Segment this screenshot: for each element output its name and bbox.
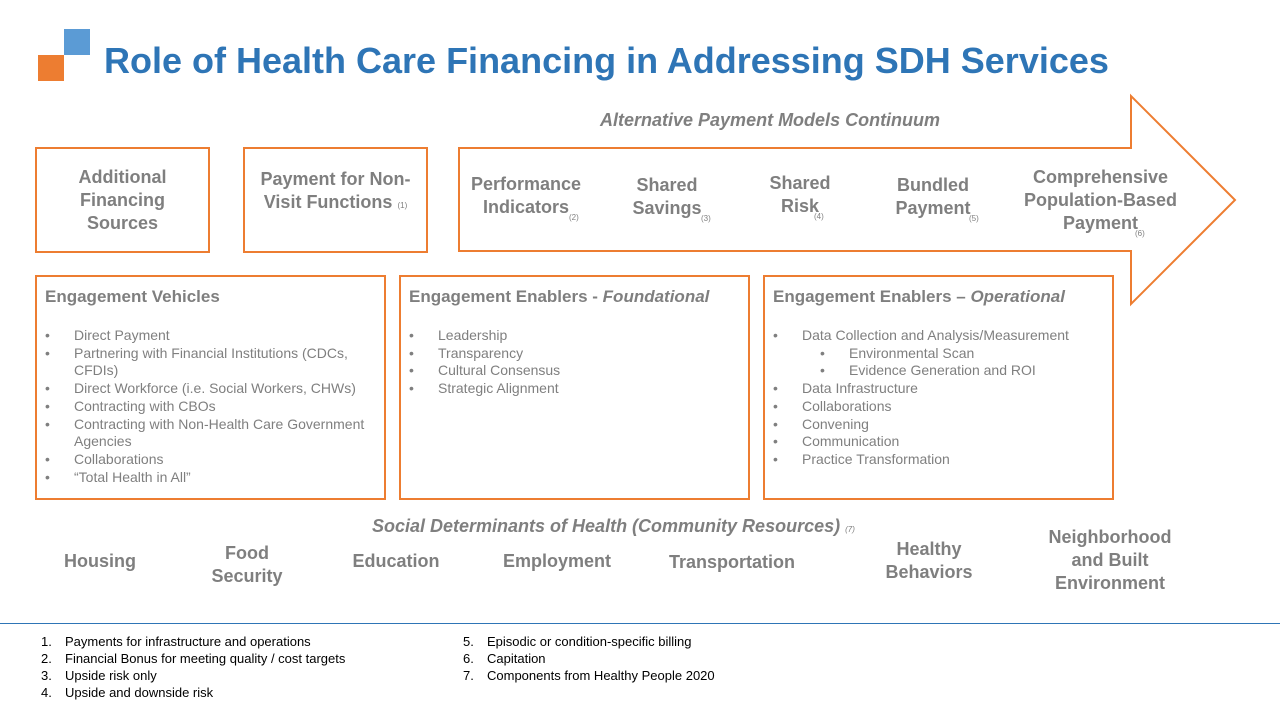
stage-ref: (6) — [1135, 229, 1145, 238]
stage-ref: (4) — [814, 212, 824, 221]
footnote — [41, 667, 157, 684]
apm-continuum-label: Alternative Payment Models Continuum — [600, 110, 941, 130]
footnote — [41, 684, 213, 701]
stage-label: Shared Risk — [769, 173, 831, 216]
sdh-transportation: Transportation — [668, 552, 795, 572]
footnote-text: Upside risk only — [65, 668, 157, 683]
sdh-label-ref: (7) — [845, 525, 855, 534]
stage-bundled-payment — [880, 174, 986, 223]
list-item: • Cultural Consensus — [409, 362, 740, 380]
stage-label: Shared Savings — [632, 175, 702, 218]
list-item: • Contracting with Non-Health Care Government Agencies — [45, 416, 376, 451]
footnote — [463, 667, 715, 684]
stage-label: Performance Indicators — [470, 174, 582, 217]
enablers-operational-title — [773, 287, 1104, 307]
footnote-text: Capitation — [487, 651, 546, 666]
engagement-vehicles-list — [45, 327, 376, 486]
additional-financing-box — [35, 147, 210, 253]
title-main: Engagement Enablers – — [773, 287, 971, 306]
footnote-text: Upside and downside risk — [65, 685, 214, 700]
sdh-neighborhood: Neighborhood and Built Environment — [1048, 527, 1172, 593]
list-item: • Contracting with CBOs — [45, 398, 376, 416]
enablers-operational-box — [763, 275, 1114, 500]
enablers-foundational-title — [409, 287, 740, 307]
engagement-vehicles-title: Engagement Vehicles — [45, 287, 220, 306]
list-item: • Collaborations — [45, 451, 376, 469]
list-item: • Collaborations — [773, 398, 1104, 416]
list-item: • Strategic Alignment — [409, 380, 740, 398]
footnote-text: Financial Bonus for meeting quality / cost targets — [65, 651, 346, 666]
footnote — [463, 650, 546, 667]
list-item: • Convening — [773, 416, 1104, 434]
sdh-food-security: Food Security — [211, 543, 283, 586]
footnote-text: Episodic or condition-specific billing — [487, 634, 692, 649]
footnote-num: 1. — [41, 634, 52, 649]
title-italic: Operational — [970, 287, 1065, 306]
list-item: • “Total Health in All” — [45, 469, 376, 487]
list-item: • Direct Workforce (i.e. Social Workers, CHWs) — [45, 380, 376, 398]
list-item: • Practice Transformation — [773, 451, 1104, 469]
footnote-num: 4. — [41, 685, 52, 700]
sdh-label-text: Social Determinants of Health (Community Resources) — [372, 516, 841, 536]
payment-nonvisit-label: Payment for Non-Visit Functions — [260, 169, 411, 212]
stage-ref: (3) — [701, 214, 711, 223]
payment-nonvisit-text — [253, 168, 418, 217]
page-title: Role of Health Care Financing in Addressing SDH Services — [104, 40, 1109, 81]
stage-label: Bundled Payment — [895, 175, 971, 218]
footnote — [463, 633, 692, 650]
list-item: • Transparency — [409, 345, 740, 363]
footnote-num: 3. — [41, 668, 52, 683]
stage-label: Comprehensive Population-Based Payment — [1023, 167, 1177, 233]
payment-nonvisit-box — [243, 147, 428, 253]
enablers-foundational-list — [409, 327, 740, 398]
stage-shared-savings — [617, 174, 717, 223]
stage-comprehensive-payment — [1018, 166, 1183, 238]
enablers-foundational-box — [399, 275, 750, 500]
footnote-num: 5. — [463, 634, 474, 649]
enablers-operational-list — [773, 327, 1104, 469]
sdh-housing: Housing — [64, 551, 136, 571]
list-item: • Evidence Generation and ROI — [773, 362, 1104, 380]
sdh-label — [372, 516, 855, 537]
sdh-education: Education — [352, 551, 440, 571]
footnote — [41, 633, 311, 650]
footnote-num: 7. — [463, 668, 474, 683]
additional-financing-label: Additional Financing Sources — [78, 166, 167, 233]
title-italic: Foundational — [602, 287, 710, 306]
sdh-healthy-behaviors: Healthy Behaviors — [885, 539, 973, 582]
stage-performance-indicators — [462, 173, 590, 222]
footnote-num: 2. — [41, 651, 52, 666]
footnote-text: Components from Healthy People 2020 — [487, 668, 715, 683]
footer-divider — [0, 623, 1280, 624]
list-item: • Leadership — [409, 327, 740, 345]
list-item: • Data Infrastructure — [773, 380, 1104, 398]
list-item: • Communication — [773, 433, 1104, 451]
list-item: • Partnering with Financial Institutions (CDCs, CFDIs) — [45, 345, 376, 380]
stage-shared-risk — [755, 172, 845, 221]
footnote-num: 6. — [463, 651, 474, 666]
list-item: • Data Collection and Analysis/Measurement — [773, 327, 1104, 345]
footnote-text: Payments for infrastructure and operations — [65, 634, 311, 649]
stage-ref: (2) — [569, 213, 579, 222]
footnote — [41, 650, 345, 667]
payment-nonvisit-ref: (1) — [397, 201, 408, 210]
engagement-vehicles-box — [35, 275, 386, 500]
title-main: Engagement Enablers - — [409, 287, 603, 306]
stage-ref: (5) — [969, 214, 979, 223]
sdh-employment: Employment — [502, 551, 612, 571]
list-item: • Environmental Scan — [773, 345, 1104, 363]
list-item: • Direct Payment — [45, 327, 376, 345]
